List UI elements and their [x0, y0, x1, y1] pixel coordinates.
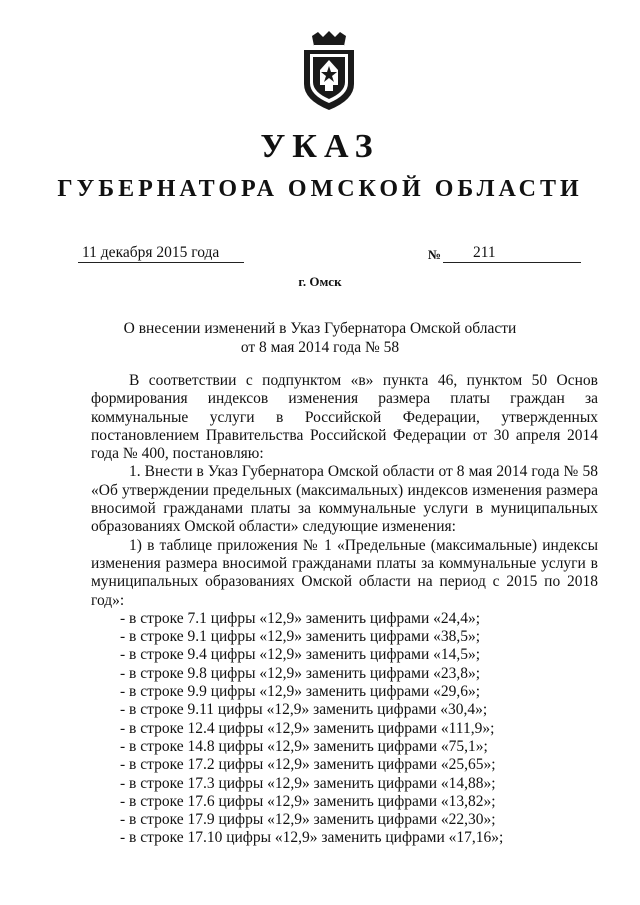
list-item: - в строке 17.10 цифры «12,9» заменить цифрами «17,16»;	[120, 829, 504, 847]
list-item: - в строке 9.8 цифры «12,9» заменить цифрами «23,8»;	[120, 664, 481, 682]
list-item: - в строке 17.6 цифры «12,9» заменить цифрами «13,82»;	[120, 792, 496, 810]
list-item: - в строке 12.4 цифры «12,9» заменить цифрами «111,9»;	[120, 719, 495, 737]
omsk-coat-of-arms-icon	[298, 30, 360, 112]
list-item: - в строке 14.8 цифры «12,9» заменить цифрами «75,1»;	[120, 737, 488, 755]
subject-line-2: от 8 мая 2014 года № 58	[240, 339, 400, 356]
issuer-title: ГУБЕРНАТОРА ОМСКОЙ ОБЛАСТИ	[57, 176, 583, 202]
list-item: - в строке 7.1 цифры «12,9» заменить цифрами «24,4»;	[120, 609, 481, 627]
decree-subject	[0, 319, 640, 357]
point-1-paragraph: 1. Внести в Указ Губернатора Омской области от 8 мая 2014 года № 58 «Об утверждении предельных (максимальных) индексов изменения размера вносимой гражданами платы за коммунальные услуги в муниципальных образованиях Омской области» следующие изменения:	[91, 463, 598, 536]
changes-list	[91, 610, 598, 848]
list-item: - в строке 17.3 цифры «12,9» заменить цифрами «14,88»;	[120, 774, 496, 792]
number-sign: №	[428, 247, 442, 262]
subject-line-1: О внесении изменений в Указ Губернатора Омской области	[123, 320, 517, 337]
decree-number: 211	[443, 244, 581, 263]
decree-title: УКАЗ	[260, 128, 380, 165]
decree-body	[91, 372, 598, 848]
list-item: - в строке 17.2 цифры «12,9» заменить цифрами «25,65»;	[120, 756, 496, 774]
decree-date: 11 декабря 2015 года	[78, 244, 244, 263]
list-item: - в строке 9.4 цифры «12,9» заменить цифрами «14,5»;	[120, 646, 481, 664]
preamble-paragraph: В соответствии с подпунктом «в» пункта 46, пунктом 50 Основ формирования индексов изменения размера платы граждан за коммунальные услуги в Российской Федерации, утвержденных постановлением Правительства Российской Федерации от 30 апреля 2014 года № 400, постановляю:	[91, 372, 598, 463]
list-item: - в строке 17.9 цифры «12,9» заменить цифрами «22,30»;	[120, 811, 496, 829]
list-item: - в строке 9.1 цифры «12,9» заменить цифрами «38,5»;	[120, 628, 481, 646]
list-item: - в строке 9.11 цифры «12,9» заменить цифрами «30,4»;	[120, 701, 488, 719]
city-label: г. Омск	[298, 274, 342, 289]
list-item: - в строке 9.9 цифры «12,9» заменить цифрами «29,6»;	[120, 683, 481, 701]
subpoint-1-paragraph: 1) в таблице приложения № 1 «Предельные (максимальные) индексы изменения размера вносимой гражданами платы за коммунальные услуги в муниципальных образованиях Омской области на период с 2015 по 2018 год»:	[91, 536, 598, 609]
